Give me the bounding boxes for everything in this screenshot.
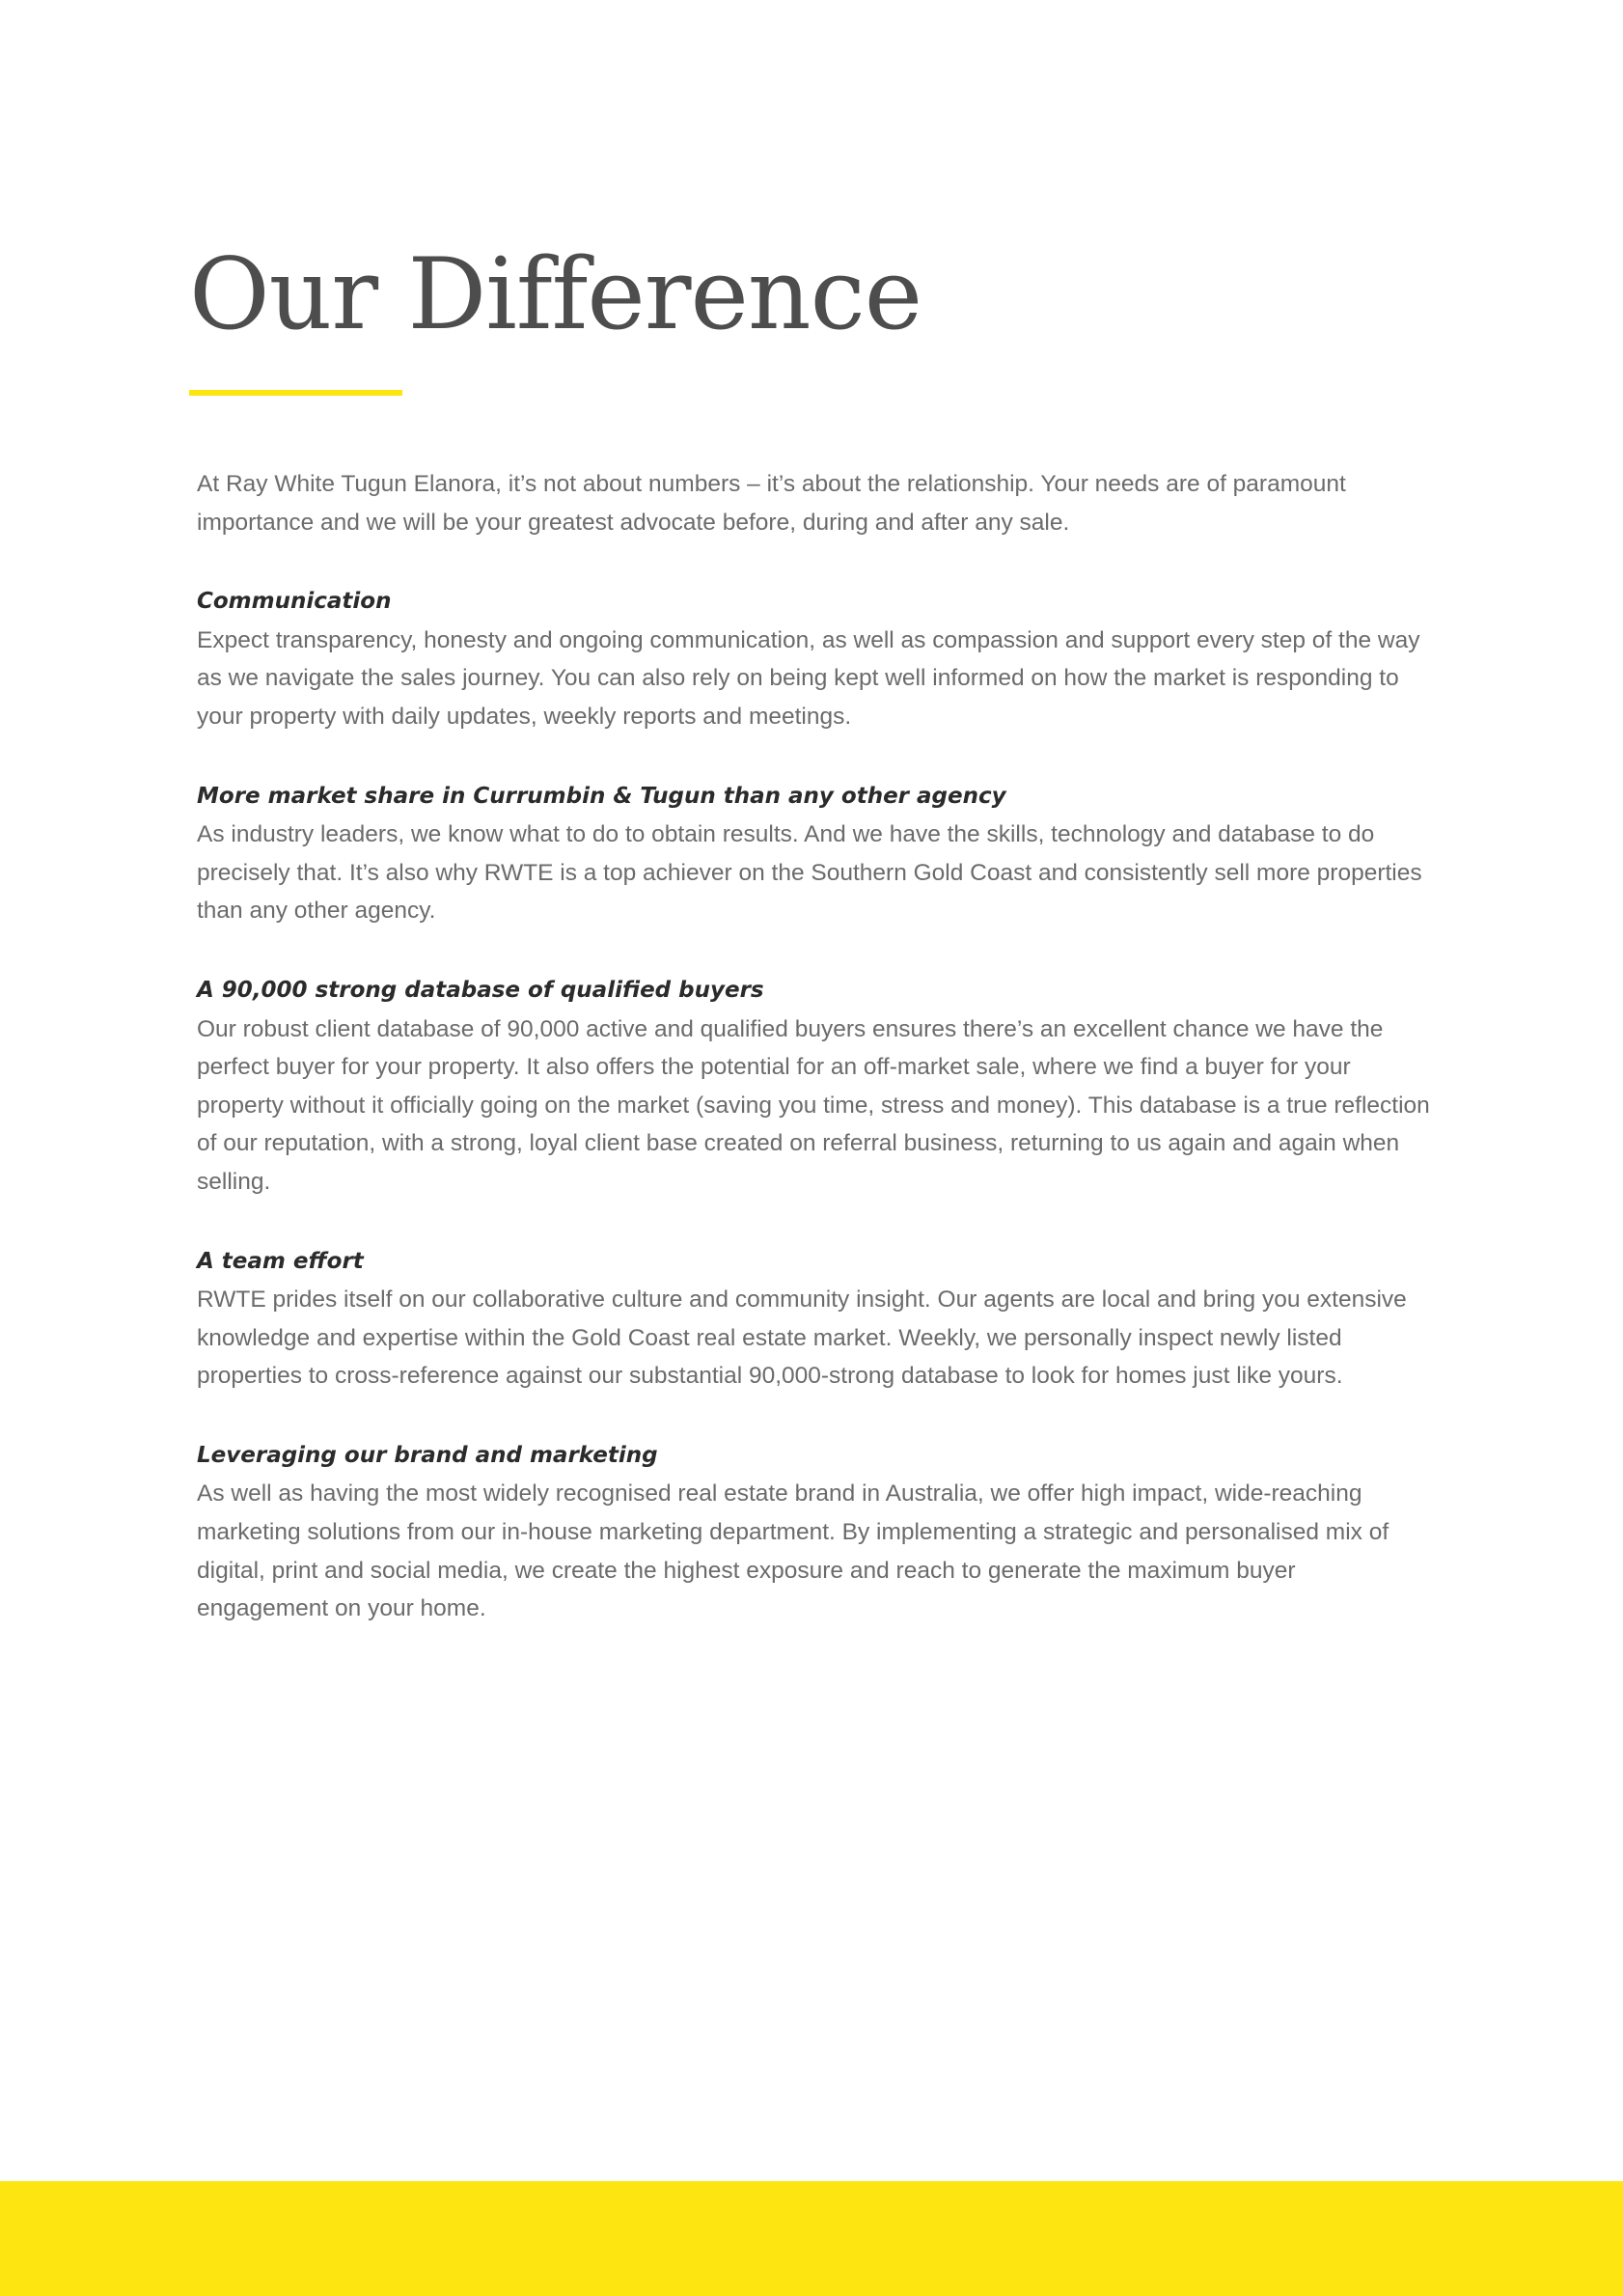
- section-body: RWTE prides itself on our collaborative culture and community insight. Our agents are local and bring you extensive knowledge and expertise within the Gold Coast real estate market. Weekly, we personally inspect newly listed properties to cross-reference against our substantial 90,000-strong database to look for homes just like yours.: [197, 1286, 1407, 1390]
- document-body: [197, 465, 1430, 1670]
- page-title: Our Difference: [189, 237, 922, 352]
- section-heading: Leveraging our brand and marketing: [197, 1442, 658, 1468]
- section-body: As industry leaders, we know what to do to obtain results. And we have the skills, technology and database to do precisely that. It’s also why RWTE is a top achiever on the Southern Gold Coast and consistently sell more properties than any other agency.: [197, 821, 1422, 925]
- section-brand-marketing: [197, 1437, 1430, 1628]
- section-heading: More market share in Currumbin & Tugun than any other agency: [197, 783, 1006, 809]
- section-body: As well as having the most widely recognised real estate brand in Australia, we offer high impact, wide-reaching marketing solutions from our in-house marketing department. By implementing a strategic and personalised mix of digital, print and social media, we create the highest exposure and reach to generate the maximum buyer engagement on your home.: [197, 1480, 1389, 1622]
- section-body: Our robust client database of 90,000 active and qualified buyers ensures there’s an excellent chance we have the perfect buyer for your property. It also offers the potential for an off-market sale, where we find a buyer for your property without it officially going on the market (saving you time, stress and money). This database is a true reflection of our reputation, with a strong, loyal client base created on referral business, returning to us again and again when selling.: [197, 1015, 1430, 1195]
- section-database: [197, 972, 1430, 1202]
- section-market-share: [197, 778, 1430, 930]
- title-underline: [189, 390, 402, 396]
- section-heading: A team effort: [197, 1248, 364, 1274]
- section-heading: A 90,000 strong database of qualified buyers: [197, 977, 764, 1003]
- section-communication: [197, 583, 1430, 735]
- section-team-effort: [197, 1243, 1430, 1396]
- section-heading: Communication: [197, 589, 392, 615]
- section-body: Expect transparency, honesty and ongoing communication, as well as compassion and support every step of the way as we navigate the sales journey. You can also rely on being kept well informed on how the market is responding to your property with daily updates, weekly reports and meetings.: [197, 626, 1420, 730]
- footer-accent-band: [0, 2181, 1623, 2296]
- intro-paragraph: At Ray White Tugun Elanora, it’s not about numbers – it’s about the relationship. Your needs are of paramount importance and we will be your greatest advocate before, during and after any sale.: [197, 471, 1346, 536]
